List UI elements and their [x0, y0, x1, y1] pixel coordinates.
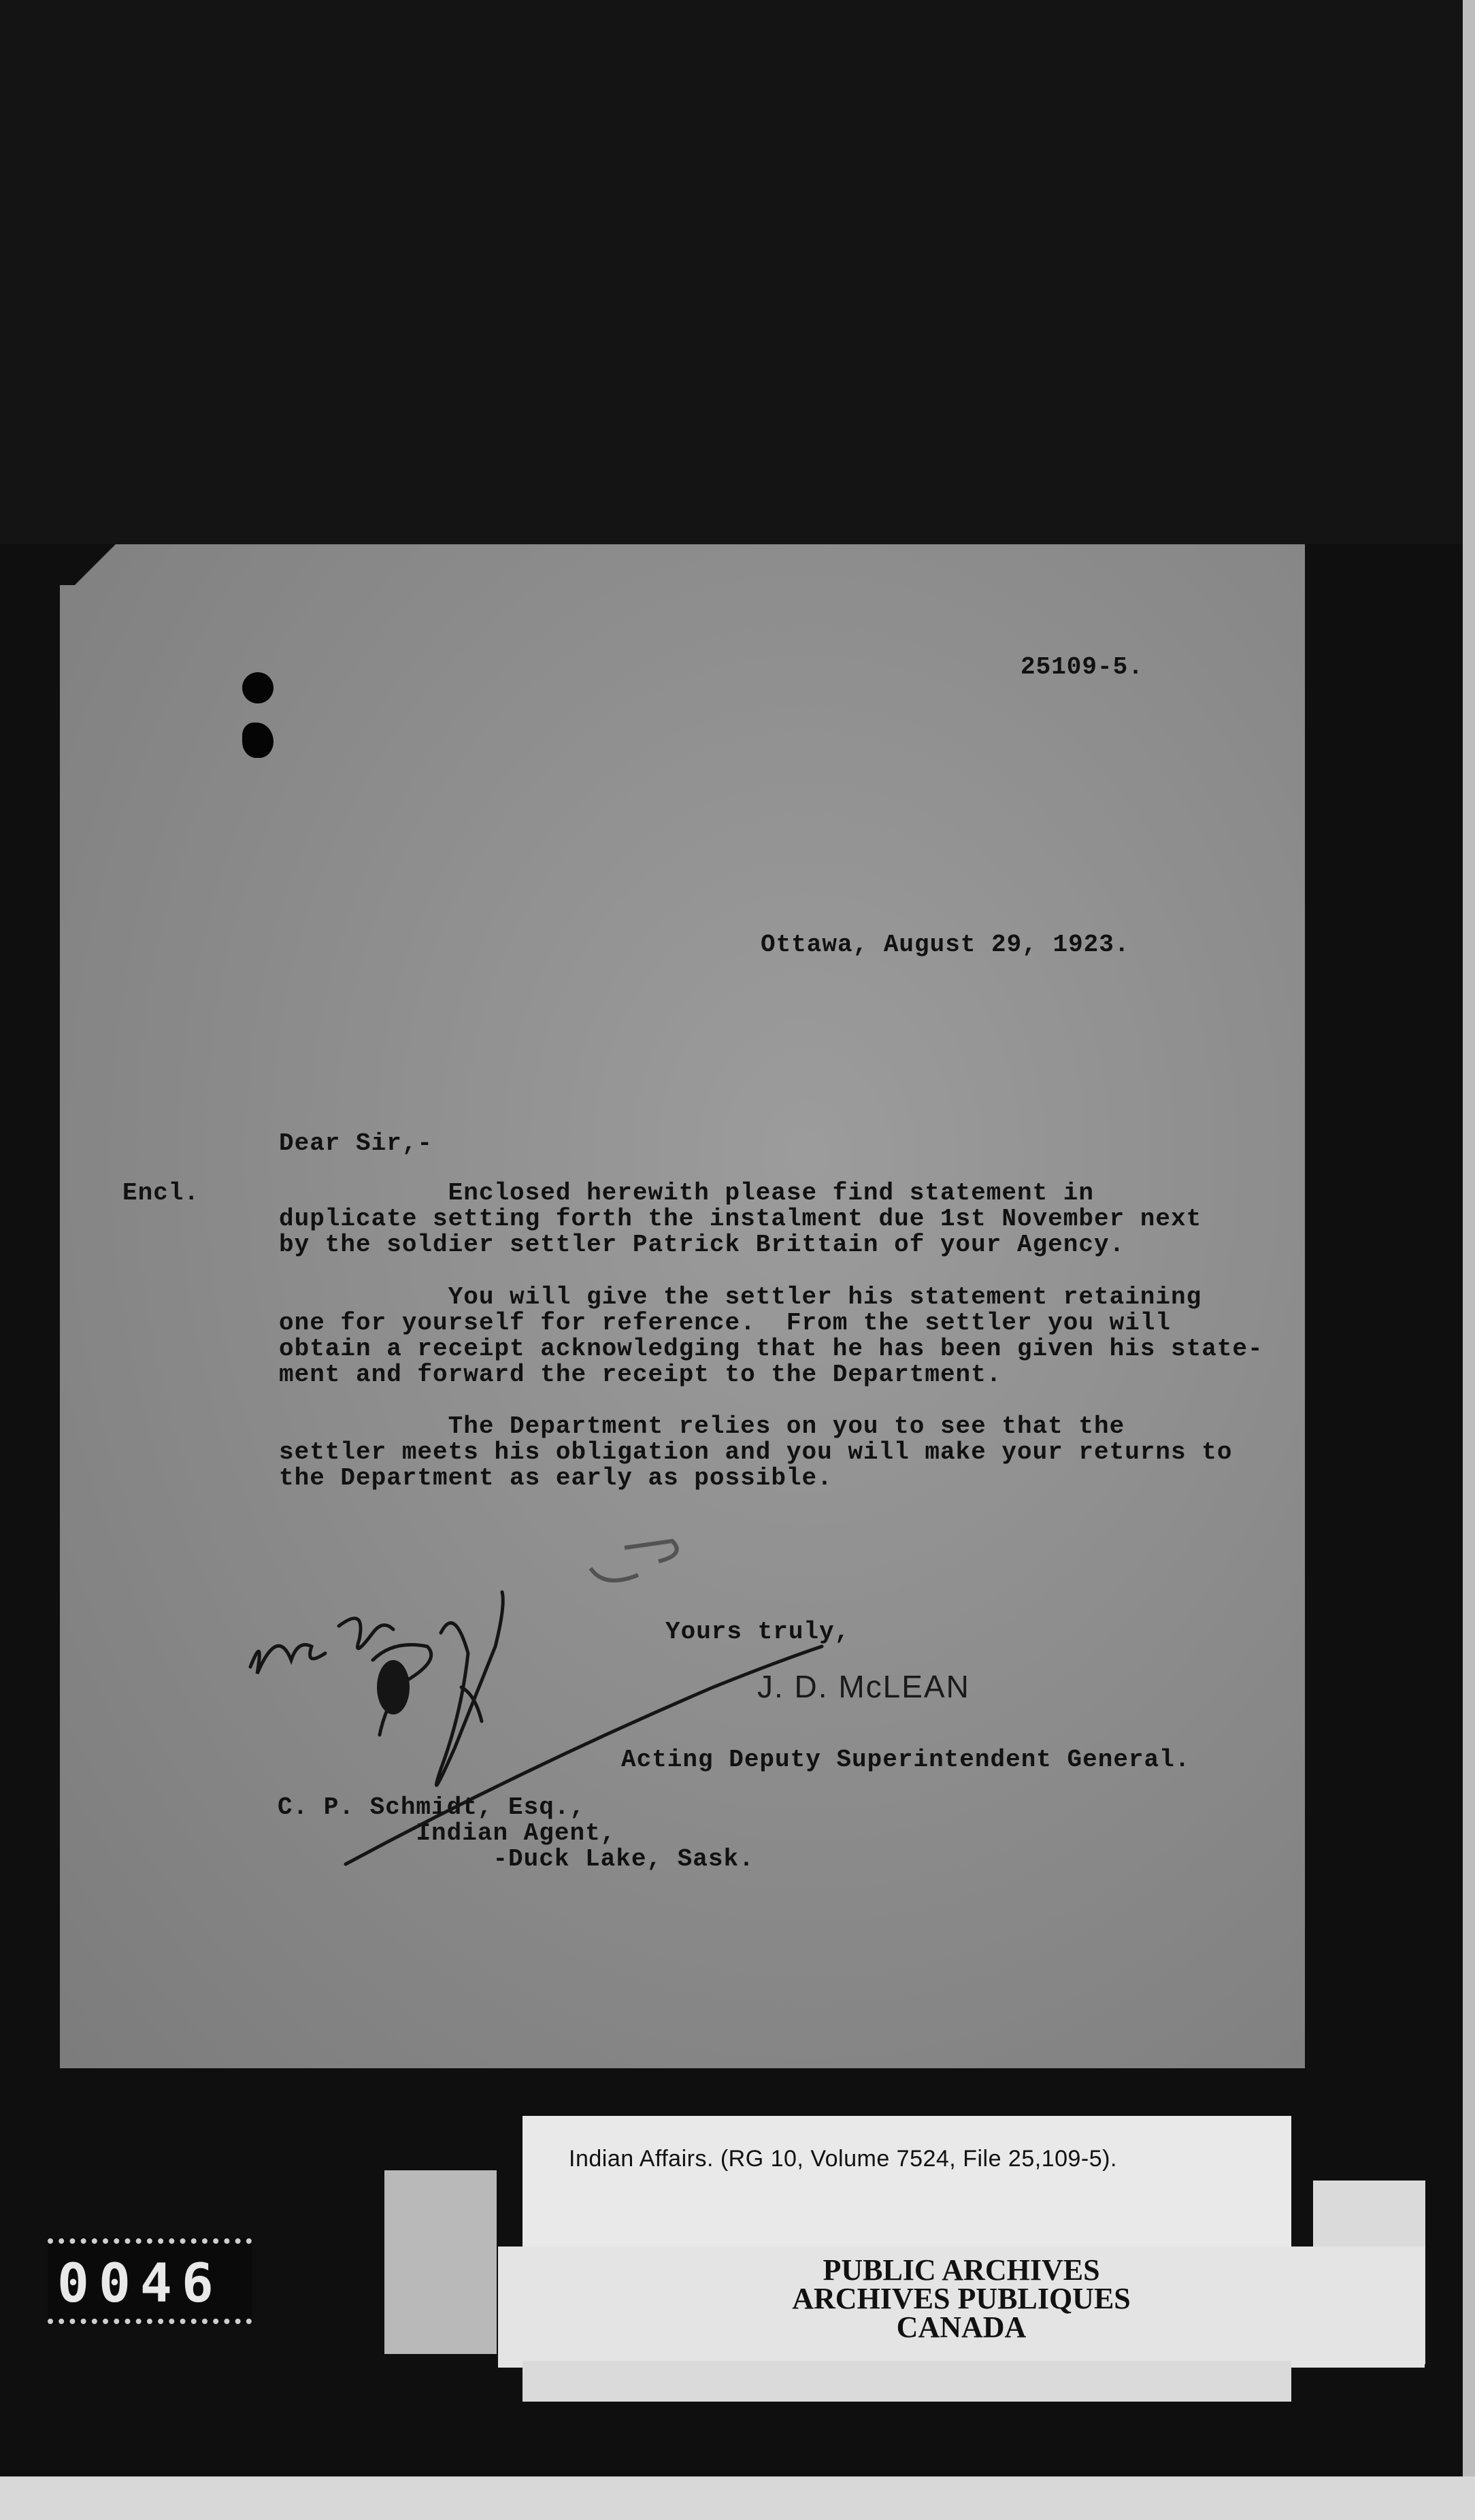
paper-corner-fold	[60, 544, 142, 585]
archive-reference-label	[523, 2116, 1291, 2252]
film-edge-bottom	[0, 2476, 1475, 2520]
enclosure-note: Encl.	[122, 1179, 200, 1207]
paragraph-1: Enclosed herewith please find statement in duplicate setting forth the instalment due 1st November next by the soldier settler Patrick Brittain of your Agency.	[279, 1179, 1202, 1259]
file-number: 25109-5.	[1021, 653, 1144, 681]
film-frame-counter	[48, 2238, 252, 2324]
paragraph-3: The Department relies on you to see that the settler meets his obligation and you will make your returns to the Department as early as possible.	[279, 1412, 1233, 1492]
public-archives-label	[498, 2247, 1425, 2368]
signature-title: Acting Deputy Superintendent General.	[621, 1746, 1191, 1774]
closing: Yours truly,	[665, 1618, 850, 1646]
archives-line-french: ARCHIVES PUBLIQUES	[792, 2282, 1131, 2315]
punch-hole-bottom	[242, 723, 274, 758]
film-background-top	[0, 0, 1475, 544]
archive-reference-text: Indian Affairs. (RG 10, Volume 7524, File 25,109-5).	[569, 2146, 1117, 2172]
handwritten-initials-signature	[237, 1565, 849, 1878]
archive-label-backing	[384, 2170, 497, 2354]
paragraph-2: You will give the settler his statement retaining one for yourself for reference. From the settler you will obtain a receipt acknowledging that he has been given his state- ment and forward the receipt to the Department.	[279, 1283, 1263, 1389]
archive-label-bottom-strip	[523, 2361, 1291, 2402]
punch-hole-top	[242, 672, 274, 703]
recipient-address: C. P. Schmidt, Esq., Indian Agent, -Duck Lake, Sask.	[278, 1793, 755, 1873]
archives-line-english: PUBLIC ARCHIVES	[823, 2253, 1100, 2287]
letter-page	[60, 544, 1305, 2068]
frame-number: 0046	[57, 2253, 223, 2315]
archives-line-country: CANADA	[896, 2310, 1027, 2344]
signature-stamp: J. D. McLEAN	[757, 1669, 970, 1704]
dateline: Ottawa, August 29, 1923.	[761, 931, 1130, 959]
salutation: Dear Sir,-	[279, 1129, 433, 1157]
film-edge-right	[1463, 0, 1475, 2520]
